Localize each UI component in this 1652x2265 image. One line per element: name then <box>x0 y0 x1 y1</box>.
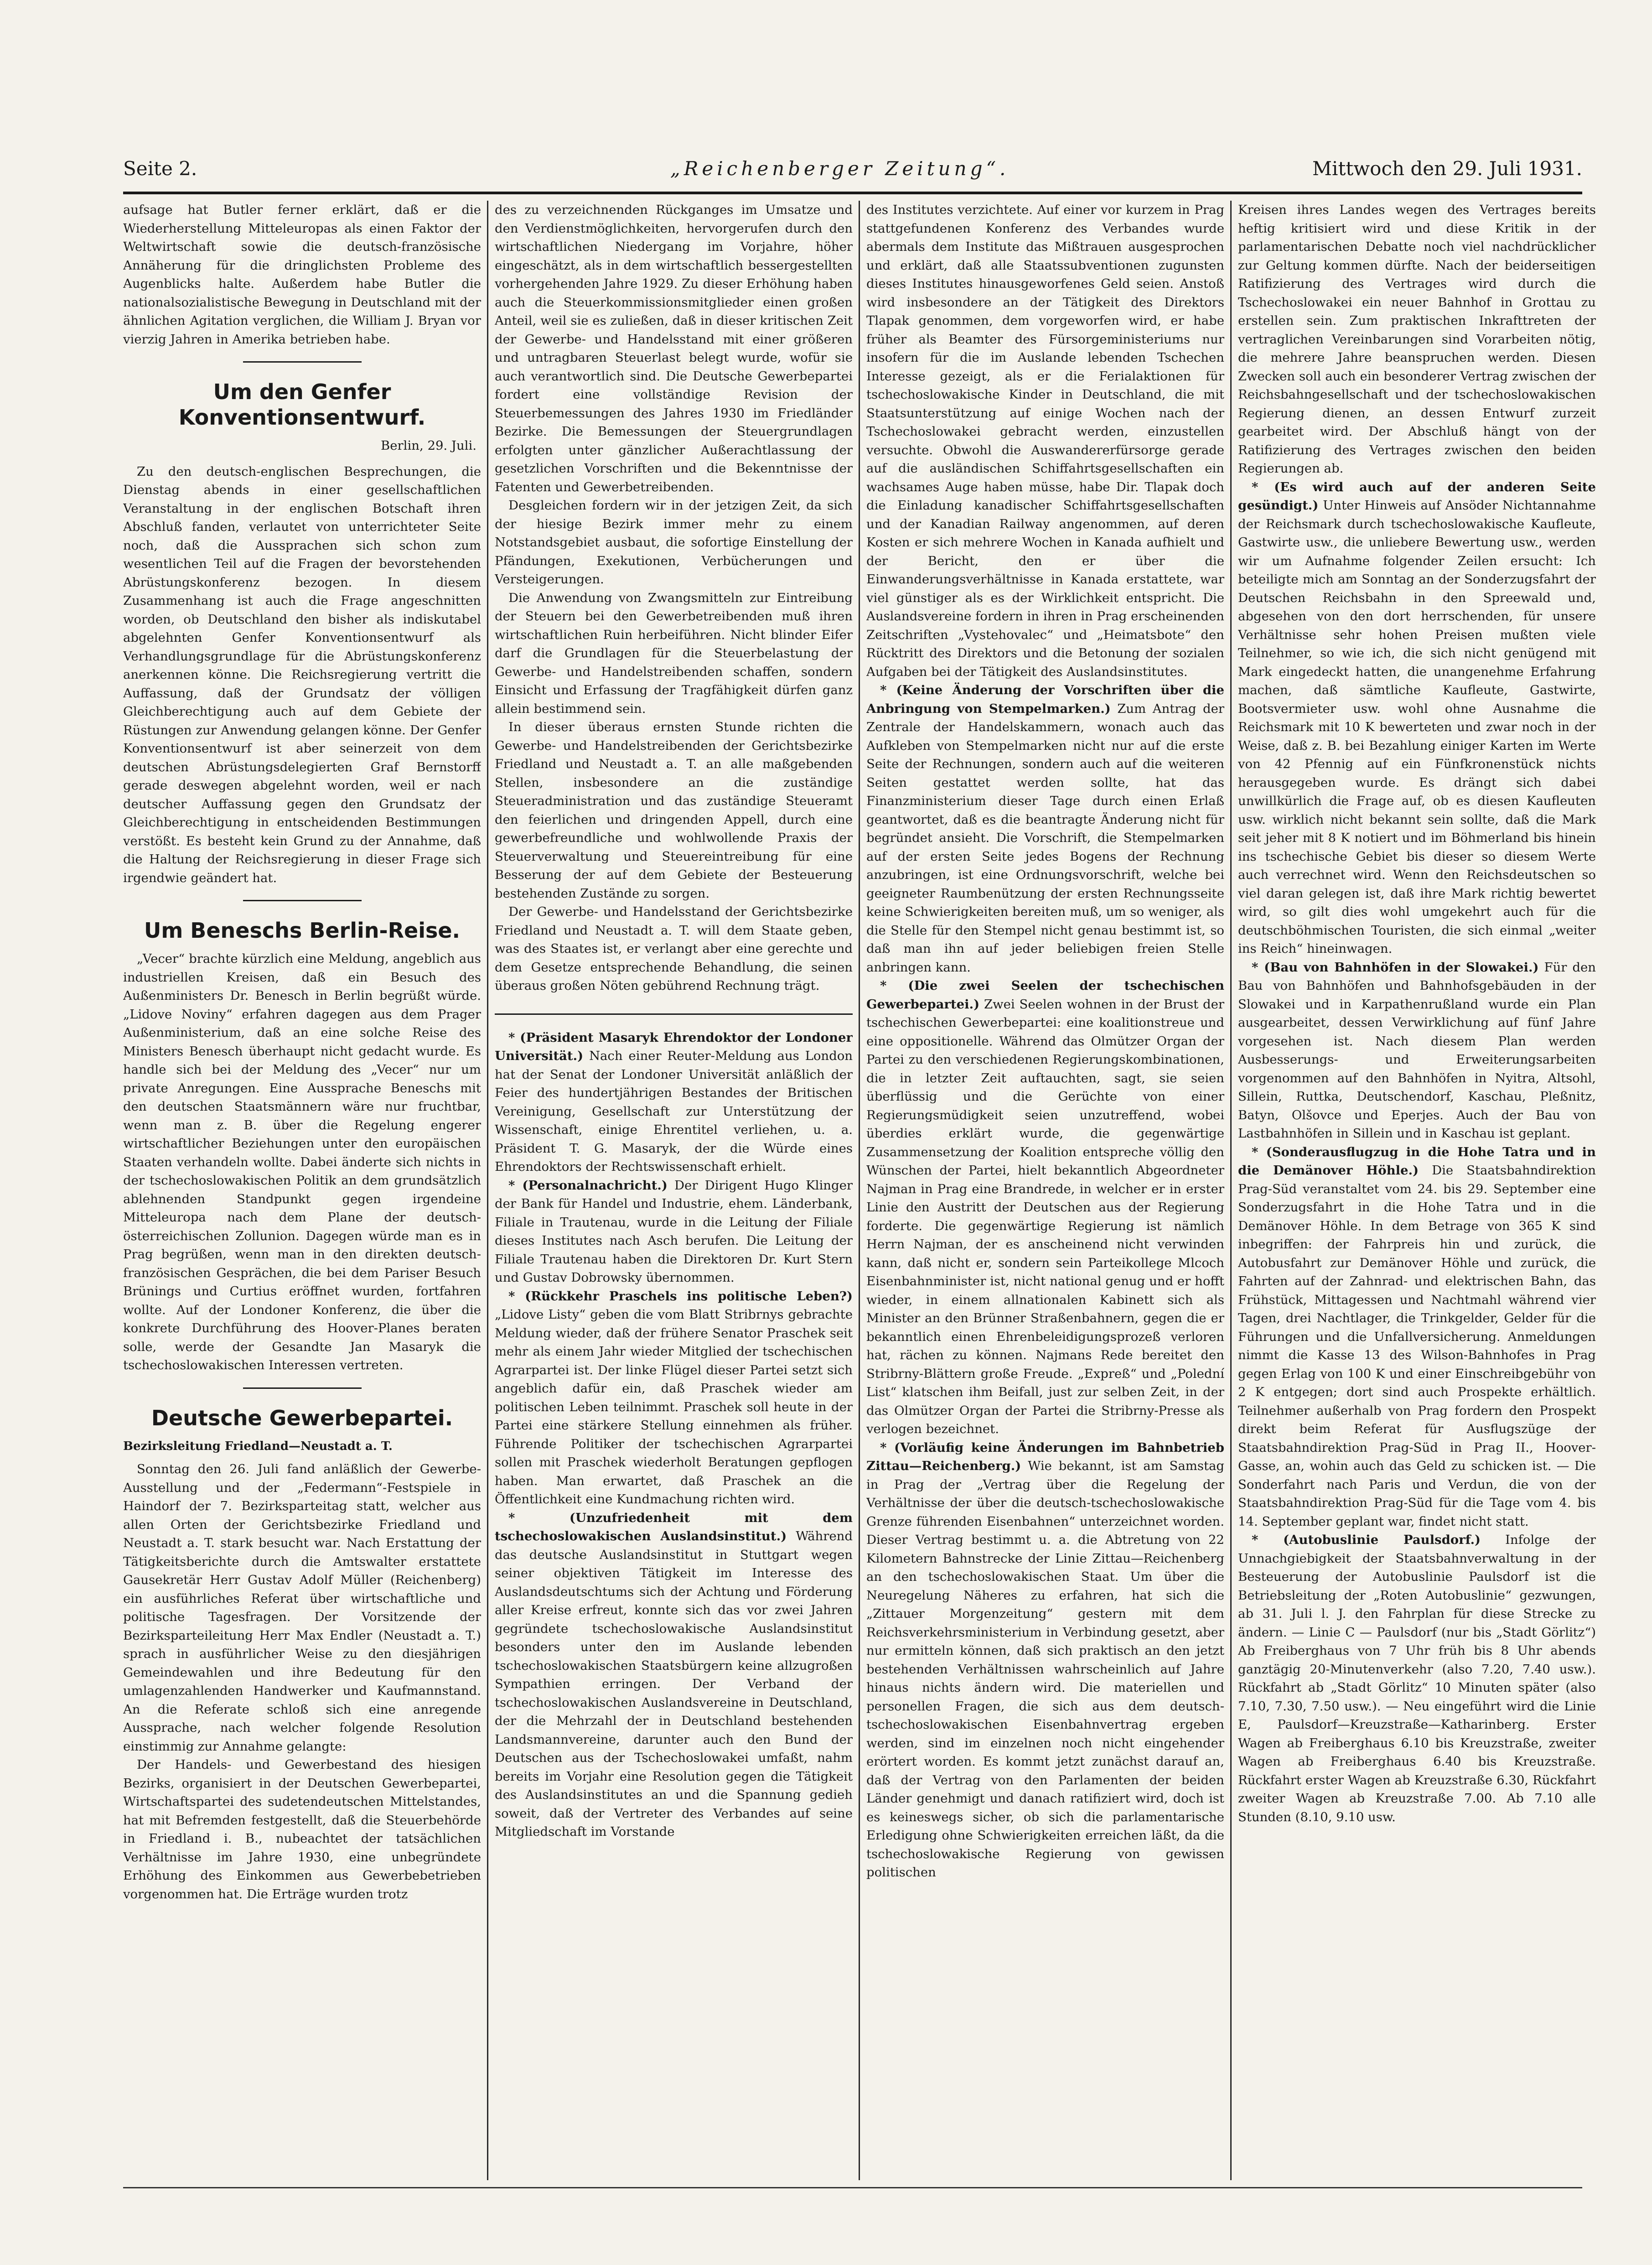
news-item-body: Zum Antrag der Zentrale der Handelskammern, wonach auch das Aufkleben von Stempelmarken nicht nur auf die erste Seite der Rechnungen, sondern auch auf die weiteren Seiten gestattet werden sollte, hat das Finanzministerium dieser Tage durch einen Erlaß geantwortet, daß es die beantragte Änderung nicht für begründet ansieht. Die Vorschrift, die Stempelmarken auf der ersten Seite jedes Bogens der Rechnung anzubringen, ist eine Ordnungsvorschrift, welche bei geeigneter Raumbenützung der ersten Rechnungsseite keine Schwierigkeiten bereiten muß, um so weniger, als die Stelle für den Stempel nicht genau bestimmt ist, so daß man ihn auf jeder beliebigen freien Stelle anbringen kann. <box>866 701 1224 975</box>
news-item <box>1238 958 1596 1143</box>
news-item <box>495 1287 853 1509</box>
news-item-lead: * (Vorläufig keine Änderungen im Bahnbetrieb Zittau—Reichenberg.) <box>866 1440 1224 1473</box>
news-item <box>1238 1143 1596 1531</box>
issue-date: Mittwoch den 29. Juli 1931. <box>1312 157 1582 180</box>
article-body: des Institutes verzichtete. Auf einer vor kurzem in Prag stattgefundenen Konferenz des Verbandes wurde abermals dem Institute das Mißtrauen ausgesprochen und erklärt, daß alle Staatssubventionen zugunsten dieses Institutes hinausgeworfenes Geld seien. Anstoß wird insbesondere an der Tätigkeit des Direktors Tlapak genommen, dem vorgeworfen wird, er habe früher als Beamter des Fürsorgeministeriums nur insofern für die im Auslande lebenden Tschechen Interesse gezeigt, als er die Ferialaktionen für tschechoslowakische Kinder in Deutschland, die mit Staatsunterstützung auf einige Wochen nach der Tschechoslowakei gebracht werden, einzustellen versuchte. Obwohl die Auswandererfürsorge gerade auf die ausländischen Schiffahrtsgesellschaften ein wachsames Auge haben müsse, habe Dir. Tlapak doch die Einladung kanadischer Schiffahrtsgesellschaften und der Kanadian Railway angenommen, auf deren Kosten er sich mehrere Wochen in Kanada aufhielt und der Bericht, den er über die Einwanderungsverhältnisse in Kanada erstattete, war viel günstiger als es der Wirklichkeit entspricht. Die Auslandsvereine fordern in ihren in Prag erscheinenden Zeitschriften „Vystehovalec“ und „Heimatsbote“ den Rücktritt des Direktors und die Betonung der sozialen Aufgaben bei der Tätigkeit des Auslandsinstitutes. <box>866 203 1224 679</box>
news-item-body: Wie bekannt, ist am Samstag in Prag der „Vertrag über die Regelung der Verhältnisse der über die deutsch-tschechoslowakische Grenze führenden Eisenbahnen“ unterzeichnet worden. Dieser Vertrag bestimmt u. a. die Abtretung von 22 Kilometern Bahnstrecke der Linie Zittau—Reichenberg an den tschechoslowakischen Staat. Um über die Neuregelung Näheres zu erfahren, hat sich die „Zittauer Morgenzeitung“ gestern mit dem Reichsverkehrsministerium in Verbindung gesetzt, aber nur ermitteln können, daß sich praktisch an den jetzt bestehenden Verhältnissen wahrscheinlich auf Jahre hinaus nichts ändern wird. Die materiellen und personellen Fragen, die sich aus dem deutsch-tschechoslowakischen Eisenbahnvertrag ergeben werden, sind im einzelnen noch nicht eingehender erörtert worden. Es kommt jetzt zunächst darauf an, daß der Vertrag von den Parlamenten der beiden Länder genehmigt und danach ratifiziert wird, doch ist es keineswegs sicher, ob sich die parlamentarische Erledigung ohne Schwierigkeiten erreichen läßt, da die tschechoslowakische Regierung von gewissen politischen <box>866 1459 1224 1880</box>
page-bottom-rule <box>123 2187 1582 2188</box>
news-item-lead: * (Präsident Masaryk Ehrendoktor der Londoner Universität.) <box>495 1030 853 1063</box>
news-item-body: Während das deutsche Auslandsinstitut in Stuttgart wegen seiner objektiven Tätigkeit im Interesse des Auslandsdeutschtums sich der Achtung und Förderung aller Kreise erfreut, konnte sich das vor zwei Jahren gegründete tschechoslowakische Auslandsinstitut besonders unter den im Auslande lebenden tschechoslowakischen Staatsbürgern keine allzugroßen Sympathien erringen. Der Verband der tschechoslowakischen Auslandsvereine in Deutschland, der die Mehrzahl der in Deutschland bestehenden Landsmannvereine, darunter auch den Bund der Deutschen aus der Tschechoslowakei umfaßt, nahm bereits im Vorjahr eine Resolution gegen die Tätigkeit des Auslandsinstitutes an und die Spannung gedieh soweit, daß der Vertreter des Verbandes auf seine Mitgliedschaft im Vorstande <box>495 1529 853 1839</box>
news-item-lead: * (Es wird auch auf der anderen Seite gesündigt.) <box>1238 479 1596 513</box>
column-divider <box>487 201 488 2180</box>
news-item <box>1238 478 1596 958</box>
article-separator <box>243 361 362 363</box>
article-body: Sonntag den 26. Juli fand anläßlich der Gewerbe-Ausstellung und der „Federmann“-Festspiele in Haindorf der 7. Bezirksparteitag statt, welcher aus allen Orten der Gerichtsbezirke Friedland und Neustadt a. T. stark besucht war. Nach Erstattung der Tätigkeitsberichte durch die Amtswalter erstattete Gausekretär Herr Gustav Adolf Müller (Reichenberg) ein ausführliches Referat über wirtschaftliche und politische Tagesfragen. Der Vorsitzende der Bezirksparteileitung Herr Max Endler (Neustadt a. T.) sprach in ausführlicher Weise zu den diesjährigen Gemeindewahlen und ihre Bedeutung für den umlagenzahlenden Handwerker und Kaufmannstand. An die Referate schloß sich eine anregende Aussprache, nach welcher folgende Resolution einstimmig zur Annahme gelangte: <box>123 1462 481 1754</box>
article-separator <box>243 1387 362 1389</box>
section-separator <box>495 1013 853 1015</box>
news-item <box>495 1176 853 1287</box>
news-item-body: Nach einer Reuter-Meldung aus London hat der Senat der Londoner Universität anläßlich der Feier des hundertjährigen Bestandes der Britischen Vereinigung, Gesellschaft zur Unterstützung der Wissenschaft, einige Ehrentitel verliehen, u. a. Präsident T. G. Masaryk, der die Würde eines Ehrendoktors der Rechtswissenschaft erhielt. <box>495 1049 853 1174</box>
news-item-lead: * (Bau von Bahnhöfen in der Slowakei.) <box>1252 960 1539 975</box>
column-divider <box>1230 201 1232 2180</box>
header-rule <box>123 192 1582 194</box>
headline-genfer: Um den Genfer Konventionsentwurf. <box>178 379 426 430</box>
news-item <box>866 1439 1224 1882</box>
news-item-lead: * (Die zwei Seelen der tschechischen Gewerbepartei.) <box>866 978 1224 1012</box>
article-body: Zu den deutsch-englischen Besprechungen, die Dienstag abends in einer gesellschaftlichen Veranstaltung in der englischen Botschaft ihren Abschluß fanden, verlautet von unterrichteter Seite noch, daß die Aussprachen sich schon zum wesentlichen Teil auf die Fragen der bevorstehenden Abrüstungskonferenz bezogen. In diesem Zusammenhang ist auch die Frage angeschnitten worden, ob Deutschland den bisher als indiskutabel abgelehnten Genfer Konventionsentwurf als Verhandlungsgrundlage für die Abrüstungskonferenz anerkennen könne. Die Reichsregierung vertritt die Auffassung, daß der Grundsatz der völligen Gleichberechtigung auch auf dem Gebiete der Rüstungen zur Anwendung gelangen könne. Der Genfer Konventionsentwurf ist aber seinerzeit von dem deutschen Abrüstungsdelegierten Graf Bernstorff gerade deswegen abgelehnt worden, weil er nach deutscher Auffassung gegen den Grundsatz der Gleichberechtigung in entscheidenden Bestimmungen verstößt. Es besteht kein Grund zu der Annahme, daß die Haltung der Reichsregierung in dieser Frage sich irgendwie geändert hat. <box>123 464 481 885</box>
newspaper-title: „Reichenberger Zeitung“. <box>670 157 1010 180</box>
column-1 <box>123 201 481 2185</box>
news-item-lead: * (Personalnachricht.) <box>508 1178 668 1193</box>
article-body: Kreisen ihres Landes wegen des Vertrages bereits heftig kritisiert wird und diese Kritik in der parlamentarischen Debatte noch viel nachdrücklicher zur Geltung kommen dürfte. Nach der beiderseitigen Ratifizierung des Vertrages wird durch die Tschechoslowakei ein neuer Bahnhof in Grottau zu erstellen sein. Zum praktischen Inkrafttreten der vertraglichen Vereinbarungen sind Vorarbeiten nötig, die mehrere Jahre beanspruchen werden. Diesen Zwecken soll auch ein besonderer Vertrag zwischen der Reichsbahngesellschaft und der tschechoslowakischen Regierung dienen, an dessen Entwurf zurzeit gearbeitet wird. Der Abschluß hängt von der Ratifizierung des Vertrages zwischen den beiden Regierungen ab. <box>1238 203 1596 476</box>
headline-benesch: Um Beneschs Berlin-Reise. <box>144 918 461 943</box>
article-separator <box>243 900 362 901</box>
article-continuation: aufsage hat Butler ferner erklärt, daß er die Wiederherstellung Mitteleuropas als einen Faktor der Weltwirtschaft sowie die deutsch-französische Annäherung für die dringlichsten Probleme des Augenblicks halte. Außerdem habe Butler die nationalsozialistische Bewegung in Deutschland mit der ähnlichen Agitation verglichen, die William J. Bryan vor vierzig Jahren in Amerika betrieben habe. <box>123 203 481 347</box>
news-item-body: Die Staatsbahndirektion Prag-Süd veranstaltet vom 24. bis 29. September eine Sonderzugsfahrt in die Hohe Tatra und in die Demänover Höhle. In dem Betrage von 365 K sind inbegriffen: der Fahrpreis hin und zurück, die Autobusfahrt zur Demänover Höhle und zurück, die Fahrten auf der Zahnrad- und elektrischen Bahn, das Frühstück, Mittagessen und Nachtmahl während vier Tagen, drei Nachtlager, die Trinkgelder, Gelder für die Führungen und die Unfallversicherung. Anmeldungen nimmt die Kasse 13 des Wilson-Bahnhofes in Prag gegen Erlag von 100 K und einer Einschreibgebühr von 2 K entgegen; dort sind auch Prospekte erhältlich. Teilnehmer außerhalb von Prag fordern den Prospekt direkt beim Referat für Ausflugszüge der Staatsbahndirektion Prag-Süd in Prag II., Hoover-Gasse, an, wohin auch das Geld zu schicken ist. — Die Sonderfahrt nach Paris und Verdun, die von der Staatsbahndirektion Prag-Süd für die Tage vom 4. bis 14. September geplant war, findet nicht statt. <box>1238 1163 1596 1529</box>
news-item <box>866 977 1224 1439</box>
news-item-lead: * (Rückkehr Praschels ins politische Leben?) <box>508 1288 853 1304</box>
news-item-body: Infolge der Unnachgiebigkeit der Staatsbahnverwaltung in der Besteuerung der Autobuslinie Paulsdorf ist die Betriebsleitung der „Roten Autobuslinie“ gezwungen, ab 31. Juli l. J. den Fahrplan für diese Strecke zu ändern. — Linie C — Paulsdorf (nur bis „Stadt Görlitz“) Ab Freiberghaus von 7 Uhr früh bis 8 Uhr abends ganztägig 20-Minutenverkehr (also 7.20, 7.40 usw.). Rückfahrt ab „Stadt Görlitz“ 10 Minuten später (also 7.10, 7.30, 7.50 usw.). — Neu eingeführt wird die Linie E, Paulsdorf—Kreuzstraße—Katharinberg. Erster Wagen ab Freiberghaus 6.10 bis Kreuzstraße, zweiter Wagen ab Freiberghaus 6.40 bis Kreuzstraße. Rückfahrt erster Wagen ab Kreuzstraße 6.30, Rückfahrt zweiter Wagen ab Kreuzstraße 7.00. Ab 7.10 alle Stunden (8.10, 9.10 usw. <box>1238 1533 1596 1824</box>
article-body: In dieser überaus ernsten Stunde richten die Gewerbe- und Handelstreibenden der Gerichtsbezirke Friedland und Neustadt a. T. an alle maßgebenden Stellen, insbesondere an die zuständige Steueradministration und das zuständige Steueramt den feierlichen und dringenden Appell, durch eine gewerbefreundliche und wohlwollende Praxis der Steuerverwaltung und Steuereintreibung für eine Besserung der auf dem Gebiete der Besteuerung bestehenden Zustände zu sorgen. <box>495 720 853 901</box>
article-body: des zu verzeichnenden Rückganges im Umsatze und den Verdienstmöglichkeiten, hervorgerufen durch den wirtschaftlichen Niedergang im Vorjahre, höher eingeschätzt, als in dem wirtschaftlich bessergestellten vorhergehenden Jahre 1929. Zu dieser Erhöhung haben auch die Steuerkommissionsmitglieder einen großen Anteil, weil sie es zuließen, daß in dieser kritischen Zeit der Gewerbe- und Handelsstand mit einer größeren und untragbaren Steuerlast belegt wurde, wofür sie auch verantwortlich sind. Die Deutsche Gewerbepartei fordert eine vollständige Revision der Steuerbemessungen des Jahres 1930 im Friedländer Bezirke. Die Bemessungen der Steuergrundlagen erfolgten unter gänzlicher Außerachtlassung der gesetzlichen Vorschriften und die Bekenntnisse der Fatenten und Gewerbetreibenden. <box>495 203 853 494</box>
article-body: Die Anwendung von Zwangsmitteln zur Eintreibung der Steuern bei den Gewerbetreibenden muß ihren wirtschaftlichen Ruin herbeiführen. Nicht blinder Eifer darf die Grundlagen für die Steuerbelastung der Gewerbe- und Handelstreibenden schaffen, sondern Einsicht und Erfassung der Tragfähigkeit dürfen ganz allein bestimmend sein. <box>495 590 853 716</box>
subheadline: Bezirksleitung Friedland—Neustadt a. T. <box>123 1439 393 1453</box>
article-body: Der Handels- und Gewerbestand des hiesigen Bezirks, organisiert in der Deutschen Gewerbepartei, Wirtschaftspartei des sudetendeutschen Mittelstandes, hat mit Befremden festgestellt, daß die Steuerbehörde in Friedland i. B., nubeachtet der tatsächlichen Verhältnisse im Jahre 1930, eine unbegründete Erhöhung des Einkommen aus Gewerbebetrieben vorgenommen hat. Die Erträge wurden trotz <box>123 1757 481 1901</box>
article-body: Der Gewerbe- und Handelsstand der Gerichtsbezirke Friedland und Neustadt a. T. will dem Staate geben, was des Staates ist, er verlangt aber eine gerechte und dem Gesetze entsprechende Behandlung, die seinen überaus großen Nöten gebührend Rechnung trägt. <box>495 904 853 993</box>
dateline: Berlin, 29. Juli. <box>381 438 476 453</box>
news-item-body: Unter Hinweis auf Ansöder Nichtannahme der Reichsmark durch tschechoslowakische Kaufleute, Gastwirte usw., die unliebere Bewertung usw., werden wir um Aufnahme folgender Zeilen ersucht: Ich beteiligte mich am Sonntag an der Sonderzugsfahrt der Deutschen Reichsbahn in den Spreewald und, abgesehen von den dort herrschenden, für unsere Verhältnisse sehr hohen Preisen mußten viele Teilnehmer, so wie ich, die sich nicht genügend mit Mark eingedeckt hatten, die unangenehme Erfahrung machen, daß sämtliche Kaufleute, Gastwirte, Bootsvermieter usw. wohl ohne Ausnahme die Reichsmark mit 10 K bewerteten und zwar noch in der Weise, daß z. B. bei Bezahlung einiger Karten im Werte von 42 Pfennig auf ein Fünfkronenstück nichts herausgegeben wurde. Es drängt sich dabei unwillkürlich die Frage auf, ob es diesen Kaufleuten usw. wirklich nicht bekannt sein sollte, daß die Mark seit jeher mit 8 K notiert und im Böhmerland bis hinein ins tschechische Gebiet bis dieser so diesem Werte auch verrechnet wird. Wenn den Reichsdeutschen so viel daran gelegen ist, daß ihre Mark richtig bewertet wird, so gilt dies wohl umgekehrt auch für die deutschböhmischen Touristen, die sich einmal „weiter ins Reich“ hineinwagen. <box>1238 498 1596 956</box>
article-body: Desgleichen fordern wir in der jetzigen Zeit, da sich der hiesige Bezirk immer mehr zu einem Notstandsgebiet ausbaut, die sofortige Einstellung der Pfändungen, Exekutionen, Verbücherungen und Versteigerungen. <box>495 498 853 587</box>
column-2 <box>495 201 853 2185</box>
page-header <box>123 157 1582 189</box>
article-body: „Vecer“ brachte kürzlich eine Meldung, angeblich aus industriellen Kreisen, daß ein Besuch des Außenministers Dr. Benesch in Berlin begrüßt würde. „Lidove Noviny“ erfahren dagegen aus dem Prager Außenministerium, daß an eine solche Reise des Ministers Benesch überhaupt nicht gedacht wurde. Es handle sich bei der Meldung des „Vecer“ nur um private Anregungen. Eine Aussprache Beneschs mit den deutschen Staatsmännern wäre nur fruchtbar, wenn man z. B. über die Regelung engerer wirtschaftlicher Beziehungen unter den europäischen Staaten verhandeln wollte. Dabei änderte sich nichts in der tschechoslowakischen Politik an dem grundsätzlich ablehnenden Standpunkt gegen irgendeine Mitteleuropa nach dem Plane der deutsch-österreichischen Zollunion. Dagegen würde man es in Prag begrüßen, wenn man in den direkten deutsch-französischen Gesprächen, die bei dem Pariser Besuch Brünings und Curtius eröffnet wurden, fortfahren wollte. Auf der Londoner Konferenz, die über die konkrete Durchführung des Hoover-Planes beraten solle, werde der Gesandte Jan Masaryk die tschechoslowakischen Interessen vertreten. <box>123 951 481 1372</box>
news-item-lead: * (Keine Änderung der Vorschriften über die Anbringung von Stempelmarken.) <box>866 683 1224 716</box>
headline-gewerbepartei: Deutsche Gewerbepartei. <box>151 1405 453 1430</box>
news-item-body: „Lidove Listy“ geben die vom Blatt Stribrnys gebrachte Meldung wieder, daß der frühere Senator Praschek seit mehr als einem Jahr wieder Mitglied der tschechischen Agrarpartei ist. Der linke Flügel dieser Partei setzt sich angeblich dafür ein, daß Praschek wieder am politischen Leben teilnimmt. Praschek soll heute in der Partei eine stärkere Stellung einnehmen als früher. Führende Politiker der tschechischen Agrarpartei sollen mit Praschek wiederholt Beratungen gepflogen haben. Man erwartet, daß Praschek an die Öffentlichkeit eine Kundmachung richten wird. <box>495 1307 853 1507</box>
page-number: Seite 2. <box>123 157 197 180</box>
news-item <box>495 1029 853 1176</box>
news-item-lead: * (Sonderausflugzug in die Hohe Tatra und in die Demänover Höhle.) <box>1238 1144 1596 1178</box>
news-item-body: Der Dirigent Hugo Klinger der Bank für Handel und Industrie, ehem. Länderbank, Filiale in Trautenau, wurde in die Leitung der Filiale dieses Institutes nach Asch berufen. Die Leitung der Filiale Trautenau haben die Direktoren Dr. Kurt Stern und Gustav Dobrowsky übernommen. <box>495 1178 853 1285</box>
news-item <box>1238 1531 1596 1826</box>
news-item-lead: * (Autobuslinie Paulsdorf.) <box>1252 1533 1481 1547</box>
news-item <box>495 1509 853 1841</box>
news-item-lead: * (Unzufriedenheit mit dem tschechoslowakischen Auslandsinstitut.) <box>495 1510 853 1543</box>
column-3 <box>866 201 1224 2185</box>
news-item-body: Für den Bau von Bahnhöfen und Bahnhofsgebäuden in der Slowakei und in Karpathenrußland wurde ein Plan ausgearbeitet, dessen Verwirklichung auf fünf Jahre vorgesehen ist. Nach diesem Plan werden Ausbesserungs- und Erweiterungsarbeiten vorgenommen auf den Bahnhöfen in Nyitra, Altsohl, Sillein, Ruttka, Deutschendorf, Kaschau, Pleßnitz, Batyn, Olšovce und Eperjes. Auch der Bau von Lastbahnhöfen in Sillein und in Kaschau ist geplant. <box>1238 960 1596 1141</box>
column-4 <box>1238 201 1596 2185</box>
news-item <box>866 681 1224 977</box>
news-item-body: Zwei Seelen wohnen in der Brust der tschechischen Gewerbepartei: eine koalitionstreue und eine oppositionelle. Während das Olmützer Organ der Partei zu den verschiedenen Regierungskombinationen, die in letzter Zeit auftauchten, sagt, sie seien überflüssig und die Gerüchte von einer Regierungsmüdigkeit seien unzutreffend, wobei überdies erklärt wurde, die gegenwärtige Zusammensetzung der Koalition entspreche völlig den Wünschen der Partei, hielt bekanntlich Abgeordneter Najman in Prag eine Brandrede, in welcher er in erster Linie den Austritt der Deutschen aus der Regierung forderte. Die gegenwärtige Regierung ist nämlich Herrn Najman, der es anscheinend nicht verwinden kann, daß nicht er, sondern sein Parteikollege Mlcoch Eisenbahnminister ist, nicht national genug und er hofft wieder, in einem allnationalen Kabinett sich als Minister an den Brünner Straßenbahnern, gegen die er bekanntlich einen Ehrenbeleidigungsprozeß verloren hat, rächen zu können. Najmans Rede bereitet den Stribrny-Blättern große Freude. „Expreß“ und „Polední List“ klatschen ihm Beifall, just zur selben Zeit, in der das Olmützer Organ der Partei die Stribrny-Presse als verlogen bezeichnet. <box>866 997 1224 1436</box>
column-divider <box>859 201 860 2180</box>
